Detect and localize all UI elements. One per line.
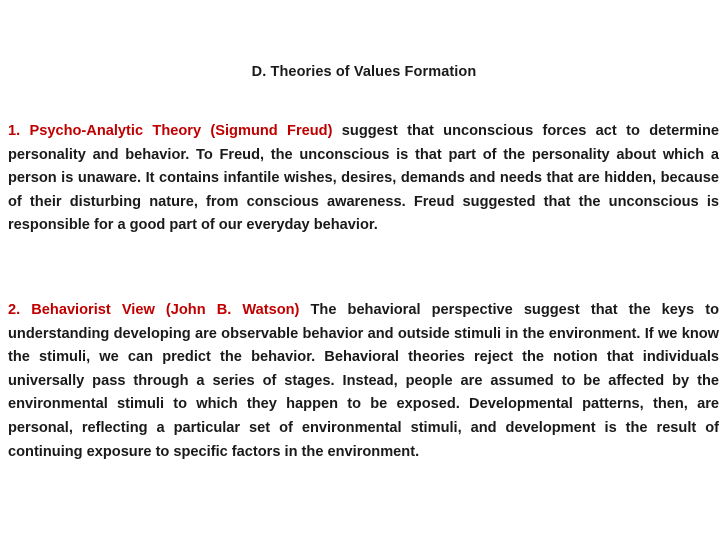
section-psychoanalytic-heading: 1. Psycho-Analytic Theory (Sigmund Freud) <box>8 123 333 139</box>
section-behaviorist-heading: 2. Behaviorist View (John B. Watson) <box>8 302 300 318</box>
section-behaviorist-paragraph <box>8 299 719 464</box>
slide-title: D. Theories of Values Formation <box>251 64 477 80</box>
section-behaviorist-body: The behavioral perspective suggest that the keys to understanding developing are observable behavior and outside stimuli in the environment. If we know the stimuli, we can predict the behavior. Behavioral theories reject the notion that individuals universally pass through a series of stages. Instead, people are assumed to be affected by the environmental stimuli to which they happen to be exposed. Developmental patterns, then, are personal, reflecting a particular set of environmental stimuli, and development is the result of continuing exposure to specific factors in the environment. <box>8 302 719 460</box>
section-psychoanalytic-body: suggest that unconscious forces act to determine personality and behavior. To Freud, the unconscious is that part of the personality about which a person is unaware. It contains infantile wishes, desires, demands and needs that are hidden, because of their disturbing nature, from conscious awareness. Freud suggested that the unconscious is responsible for a good part of our everyday behavior. <box>8 123 719 234</box>
section-psychoanalytic-paragraph <box>8 120 719 238</box>
